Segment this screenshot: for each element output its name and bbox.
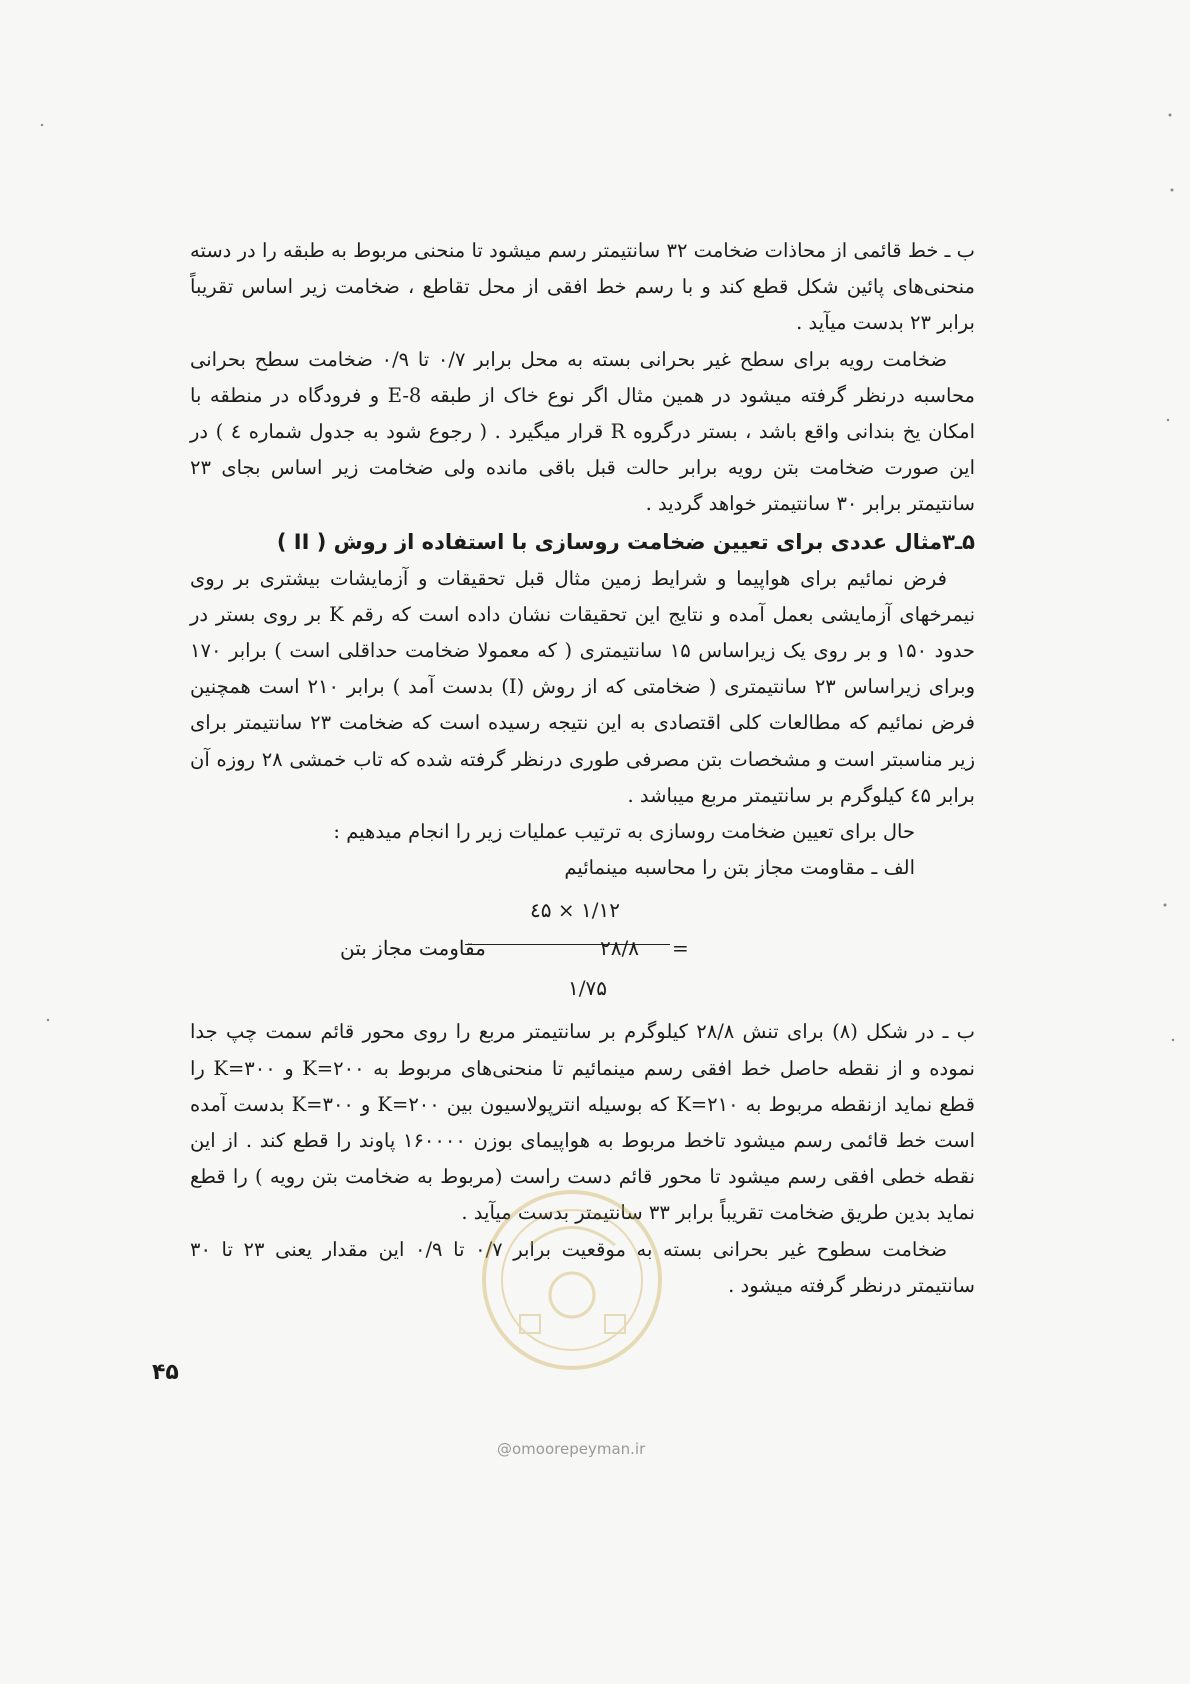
paragraph-procedure-intro: حال برای تعیین ضخامت روسازی به ترتیب عملیات زیر را انجام میدهیم :: [333, 820, 915, 844]
formula-label: مقاومت مجاز بتن: [340, 936, 486, 961]
paragraph-alef: الف ـ مقاومت مجاز بتن را محاسبه مینمائیم: [564, 856, 915, 880]
formula-denominator: ۱/۷۵: [568, 976, 607, 1001]
paragraph-b-figure8: ب ـ در شکل (۸) برای تنش ۲۸/۸ کیلوگرم بر سانتیمتر مربع را روی محور قائم سمت چپ جدا نموده و از نقطه حاصل خط افقی رسم مینمائیم تا منحنی‌های مربوط به K=۲۰۰ و K=۳۰۰ را قطع نماید ازنقطه مربوط به K=۲۱۰ که بوسیله انترپولاسیون بین K=۲۰۰ و K=۳۰۰ بدست آمده است خط قائمی رسم میشود تاخط مربوط به هواپیمای بوزن ۱۶۰۰۰۰ پاوند را قطع کند . از این نقطه خطی افقی رسم میشود تا محور قائم دست راست (مربوط به ضخامت بتن رویه ) را قطع نماید بدین طریق ضخامت تقریباً برابر ۳۳ سانتیمتر بدست میآید .: [190, 1020, 975, 1225]
fraction-bar: [465, 944, 670, 945]
formula-result: ۲۸/۸: [600, 936, 639, 961]
paragraph-assumptions: فرض نمائیم برای هواپیما و شرایط زمین مثال قبل تحقیقات و آزمایشات بیشتری بر روی نیمرخهای آزمایشی بعمل آمده و نتایج این تحقیقات نشان داده است که رقم K بر روی بستر در حدود ۱۵۰ و بر روی یک زیراساس ۱۵ سانتیمتری ( که معمولا ضخامت حداقلی است ) برابر ۱۷۰ وبرای زیراساس ۲۳ سانتیمتری ( ضخامتی که از روش (I) بدست آمد ) برابر ۲۱۰ است همچنین فرض نمائیم که مطالعات کلی اقتصادی به این نتیجه رسیده است که ضخامت ۲۳ سانتیمتر برای زیر مناسبتر است و مشخصات بتن مصرفی طوری درنظر گرفته شده که تاب خمشی ۲۸ روزه آن برابر ٤۵ کیلوگرم بر سانتیمتر مربع میباشد .: [190, 566, 976, 807]
watermark-url: @omoorepeyman.ir: [497, 1440, 646, 1458]
formula-numerator: ٤۵ × ۱/۱۲: [530, 898, 620, 923]
section-heading: ۵ـ۳مثال عددی برای تعیین ضخامت روسازی با استفاده از روش ( II ): [276, 529, 975, 554]
watermark-seal-icon: [480, 1175, 665, 1385]
page-number: ۴۵: [152, 1360, 179, 1385]
allowable-strength-formula: [190, 892, 975, 1010]
paragraph-noncritical-thickness: ضخامت سطوح غیر بحرانی بسته به موقعیت برابر ۰/۷ تا ۰/۹ این مقدار یعنی ۲۳ تا ۳۰ سانتیمتر درنظر گرفته میشود .: [190, 1237, 975, 1297]
paragraph-noncritical-surface: ضخامت رویه برای سطح غیر بحرانی بسته به محل برابر ۰/۷ تا ۰/۹ ضخامت سطح بحرانی محاسبه درنظر گرفته میشود در همین مثال اگر نوع خاک از طبقه E-8 و فرودگاه در منطقه با امکان یخ بندانی واقع باشد ، بستر درگروه R قرار میگیرد . ( رجوع شود به جدول شماره ٤ ) در این صورت ضخامت بتن رویه برابر حالت قبل باقی مانده ولی ضخامت زیر اساس بجای ۲۳ سانتیمتر برابر ۳۰ سانتیمتر خواهد گردید .: [190, 347, 975, 516]
formula-equals: =: [672, 936, 689, 961]
paragraph-b-subbase: ب ـ خط قائمی از محاذات ضخامت ۳۲ سانتیمتر رسم میشود تا منحنی مربوط به طبقه را در دسته منحنی‌های پائین شکل قطع کند و با رسم خط افقی از محل تقاطع ، ضخامت زیر اساس تقریباً برابر ۲۳ بدست میآید .: [190, 239, 975, 335]
body-text: [190, 233, 975, 1304]
